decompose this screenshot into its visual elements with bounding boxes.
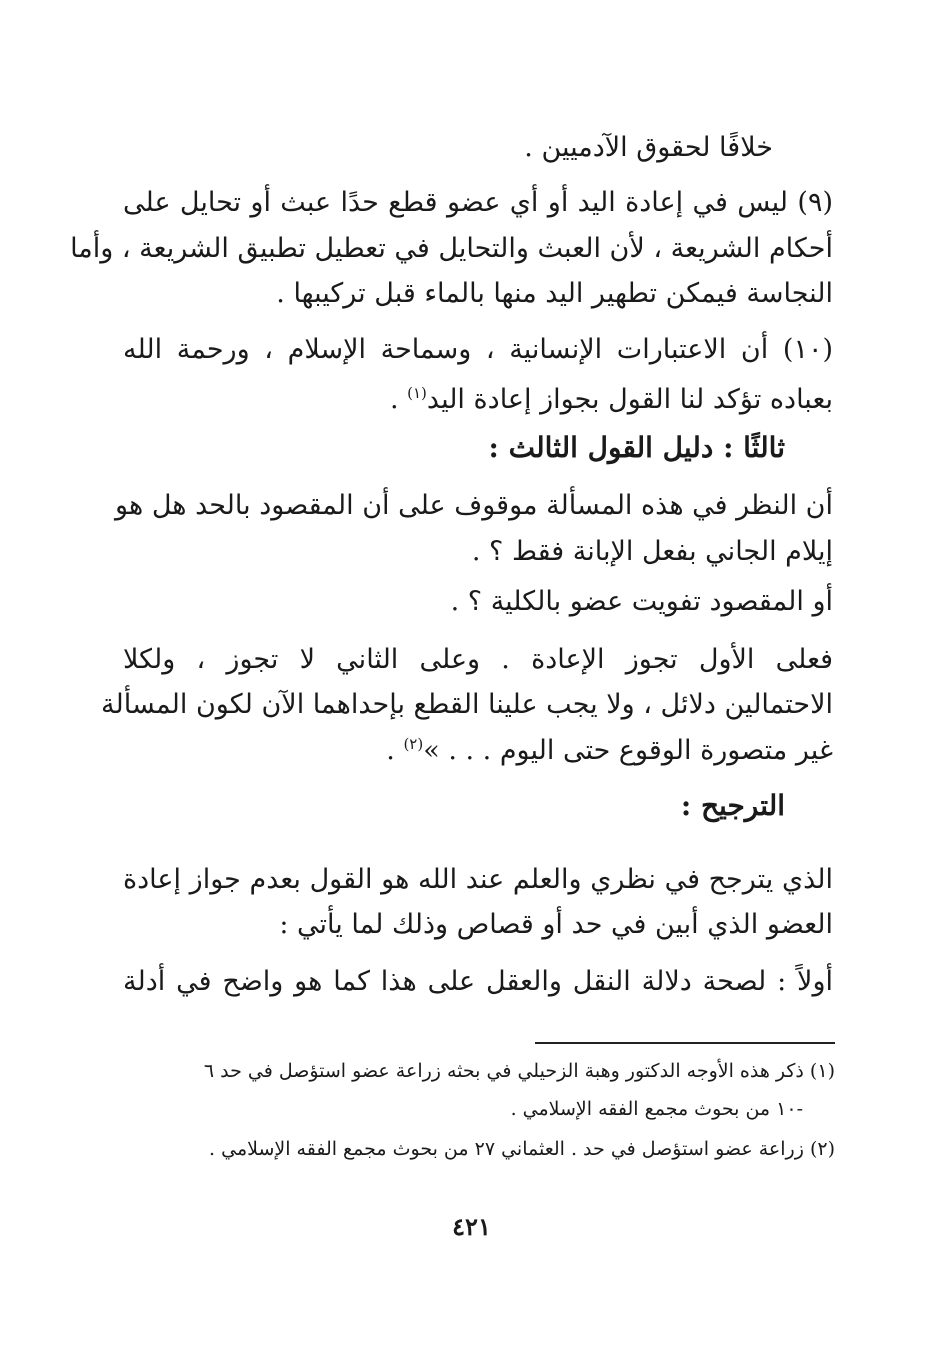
page-number: ٤٢١ — [452, 1212, 491, 1241]
text-line-5: (١٠) أن الاعتبارات الإنسانية ، وسماحة الإسلام ، ورحمة الله — [123, 334, 833, 365]
footnote-1-line-1: (١) ذكر هذه الأوجه الدكتور وهبة الزحيلي في بحثه زراعة عضو استؤصل في حد ٦ — [203, 1060, 835, 1082]
text-line-13-main: غير متصورة الوقوع حتى اليوم . . . » — [423, 735, 833, 766]
text-line-13-tail: . — [386, 735, 404, 766]
footnote-ref-2: (٢) — [403, 735, 424, 753]
text-line-1: خلافًا لحقوق الآدميين . — [524, 132, 773, 163]
footnote-2: (٢) زراعة عضو استؤصل في حد . العثماني ٢٧ من بحوث مجمع الفقه الإسلامي . — [209, 1138, 835, 1160]
text-line-9: إيلام الجاني بفعل الإبانة فقط ؟ . — [471, 536, 833, 567]
footnote-ref-1: (١) — [407, 384, 427, 402]
text-line-11: فعلى الأول تجوز الإعادة . وعلى الثاني لا تجوز ، ولكلا — [123, 644, 833, 675]
text-line-17: أولاً : لصحة دلالة النقل والعقل على هذا كما هو واضح في أدلة — [123, 966, 833, 997]
text-line-16: العضو الذي أبين في حد أو قصاص وذلك لما يأتي : — [279, 909, 833, 940]
text-line-10: أو المقصود تفويت عضو بالكلية ؟ . — [450, 586, 833, 617]
text-line-3: أحكام الشريعة ، لأن العبث والتحايل في تعطيل تطبيق الشريعة ، وأما — [70, 233, 833, 264]
text-line-12: الاحتمالين دلائل ، ولا يجب علينا القطع بإحداهما الآن لكون المسألة — [101, 689, 833, 720]
text-line-6 — [123, 380, 833, 420]
text-line-13 — [123, 731, 833, 771]
text-line-6-main: بعباده تؤكد لنا القول بجواز إعادة اليد — [426, 384, 833, 415]
section-heading-third-evidence: ثالثًا : دليل القول الثالث : — [488, 431, 785, 464]
footnote-divider — [535, 1042, 835, 1044]
text-line-15: الذي يترجح في نظري والعلم عند الله هو القول بعدم جواز إعادة — [123, 864, 833, 895]
section-heading-preference: الترجيح : — [680, 789, 785, 822]
footnote-1-line-2: -١٠ من بحوث مجمع الفقه الإسلامي . — [510, 1098, 803, 1120]
text-line-6-tail: . — [389, 384, 408, 415]
text-line-2: (٩) ليس في إعادة اليد أو أي عضو قطع حدًا عبث أو تحايل على — [123, 187, 833, 218]
text-line-8: أن النظر في هذه المسألة موقوف على أن المقصود بالحد هل هو — [115, 490, 833, 521]
text-line-4: النجاسة فيمكن تطهير اليد منها بالماء قبل تركيبها . — [276, 278, 833, 309]
